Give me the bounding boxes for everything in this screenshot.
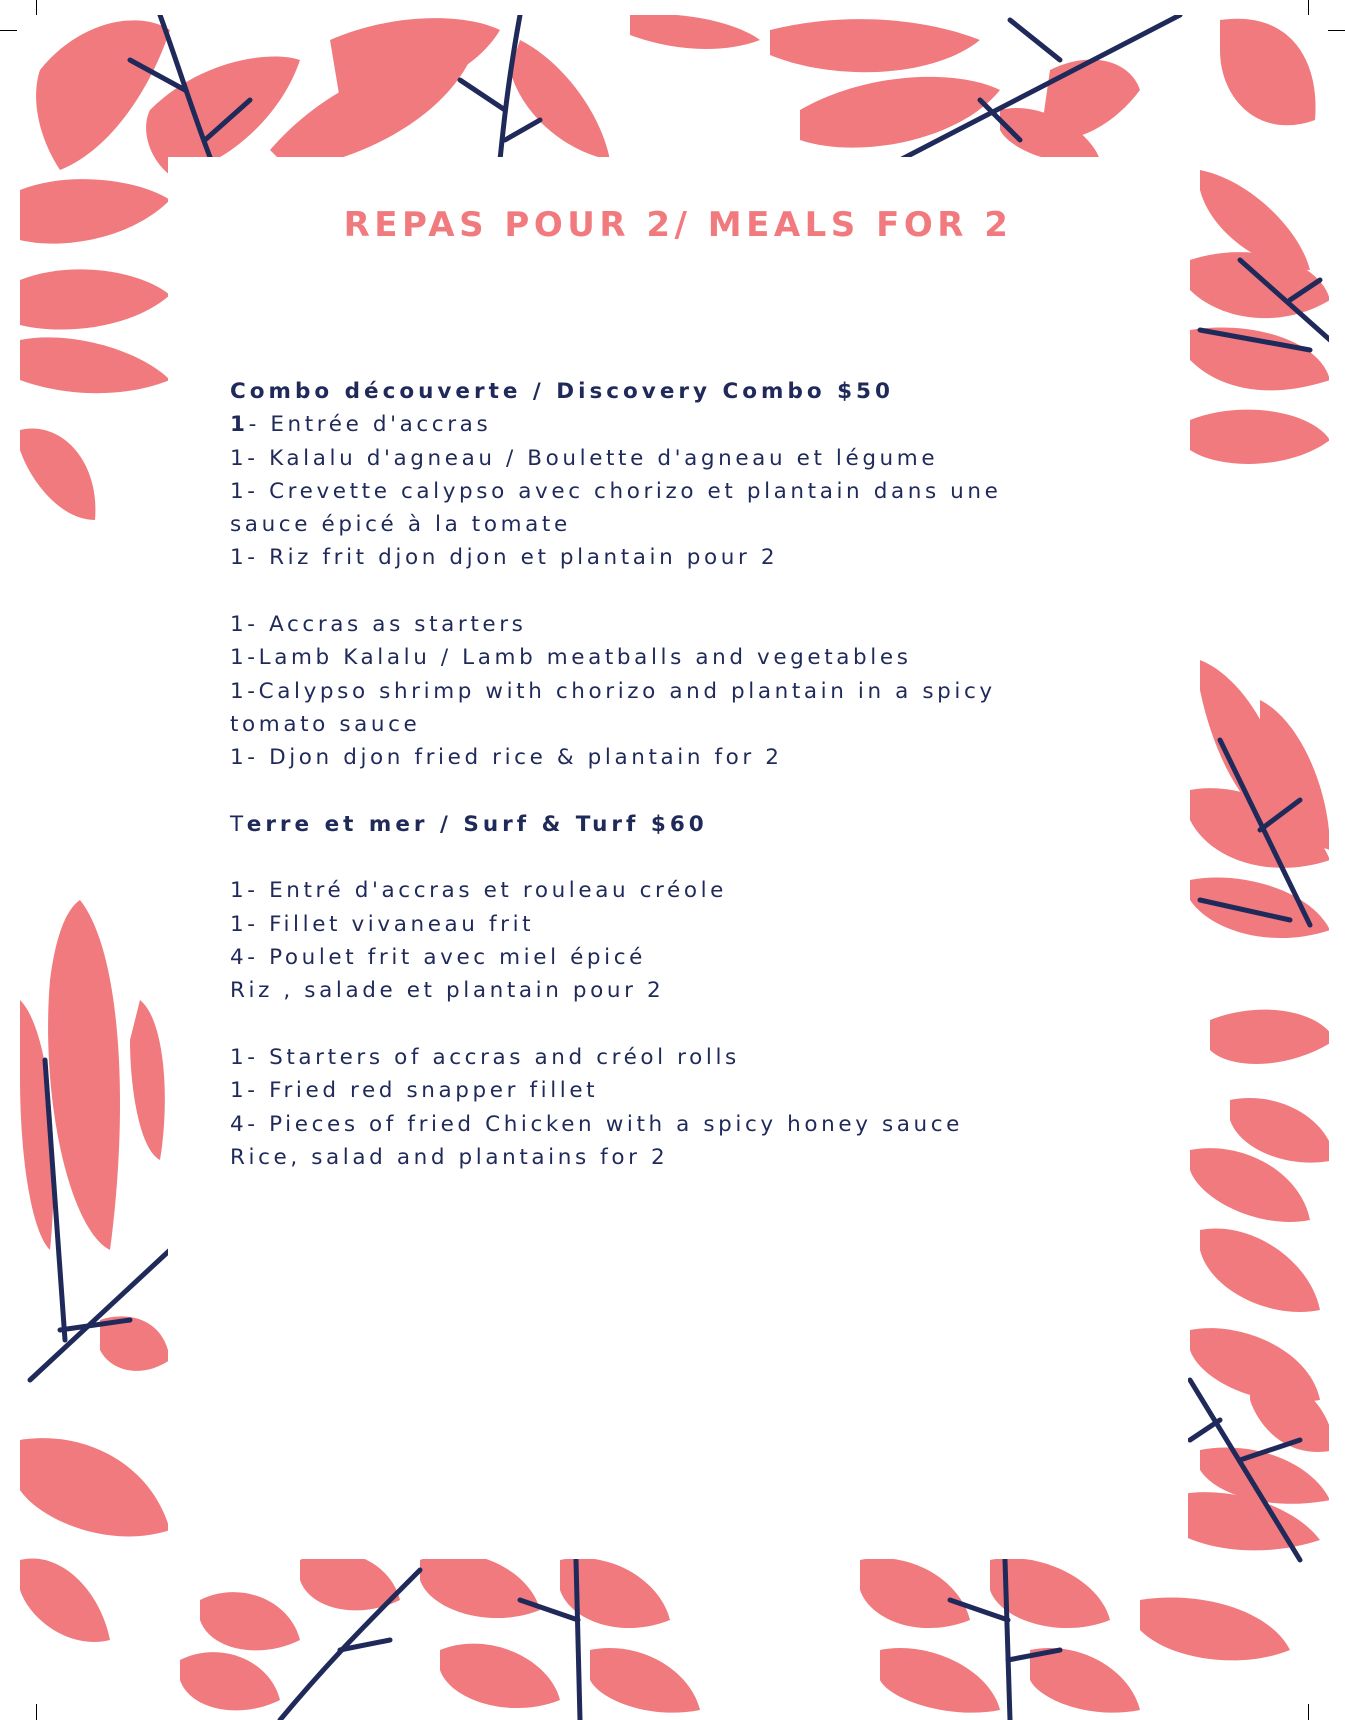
menu-item: sauce épicé à la tomate xyxy=(230,512,571,538)
menu-item: 1-Lamb Kalalu / Lamb meatballs and vegetables xyxy=(230,645,912,671)
menu-item: 4- Pieces of fried Chicken with a spicy honey sauce xyxy=(230,1111,964,1137)
surf-turf-heading xyxy=(230,808,1130,841)
menu-item: 1- Fillet vivaneau frit xyxy=(230,911,535,937)
heading-rest: erre et mer / Surf & Turf $60 xyxy=(246,811,708,837)
crop-mark xyxy=(1308,0,1309,15)
menu-item xyxy=(230,408,1130,441)
crop-mark xyxy=(36,1704,37,1720)
crop-mark xyxy=(1308,1704,1309,1720)
spacer xyxy=(230,575,1130,608)
menu-item: 1- Riz frit djon djon et plantain pour 2 xyxy=(230,545,779,571)
menu-item: 1-Calypso shrimp with chorizo and plantain in a spicy xyxy=(230,678,996,704)
crop-mark xyxy=(36,0,37,15)
spacer xyxy=(230,775,1130,808)
menu-panel xyxy=(168,157,1188,1559)
menu-item-text: - Entrée d'accras xyxy=(248,412,492,438)
crop-mark xyxy=(0,30,17,31)
menu-list xyxy=(230,375,1130,1174)
menu-item: Rice, salad and plantains for 2 xyxy=(230,1144,669,1170)
menu-item: 1- Entré d'accras et rouleau créole xyxy=(230,878,728,904)
menu-item: 1- Crevette calypso avec chorizo et plantain dans une xyxy=(230,478,1002,504)
menu-item: 1- Kalalu d'agneau / Boulette d'agneau et légume xyxy=(230,445,939,471)
heading-initial: T xyxy=(230,811,247,837)
menu-item: tomato sauce xyxy=(230,711,421,737)
spacer xyxy=(230,1008,1130,1041)
page-title: REPAS POUR 2/ MEALS FOR 2 xyxy=(343,205,1013,245)
menu-item: 1- Djon djon fried rice & plantain for 2 xyxy=(230,745,783,771)
menu-item: 1- Starters of accras and créol rolls xyxy=(230,1044,740,1070)
item-number: 1 xyxy=(230,412,249,438)
menu-item: 1- Accras as starters xyxy=(230,612,527,638)
discovery-combo-heading: Combo découverte / Discovery Combo $50 xyxy=(230,379,894,404)
menu-item: Riz , salade et plantain pour 2 xyxy=(230,978,665,1004)
spacer xyxy=(230,841,1130,874)
menu-item: 1- Fried red snapper fillet xyxy=(230,1078,599,1104)
crop-mark xyxy=(1328,30,1345,31)
menu-item: 4- Poulet frit avec miel épicé xyxy=(230,945,646,971)
